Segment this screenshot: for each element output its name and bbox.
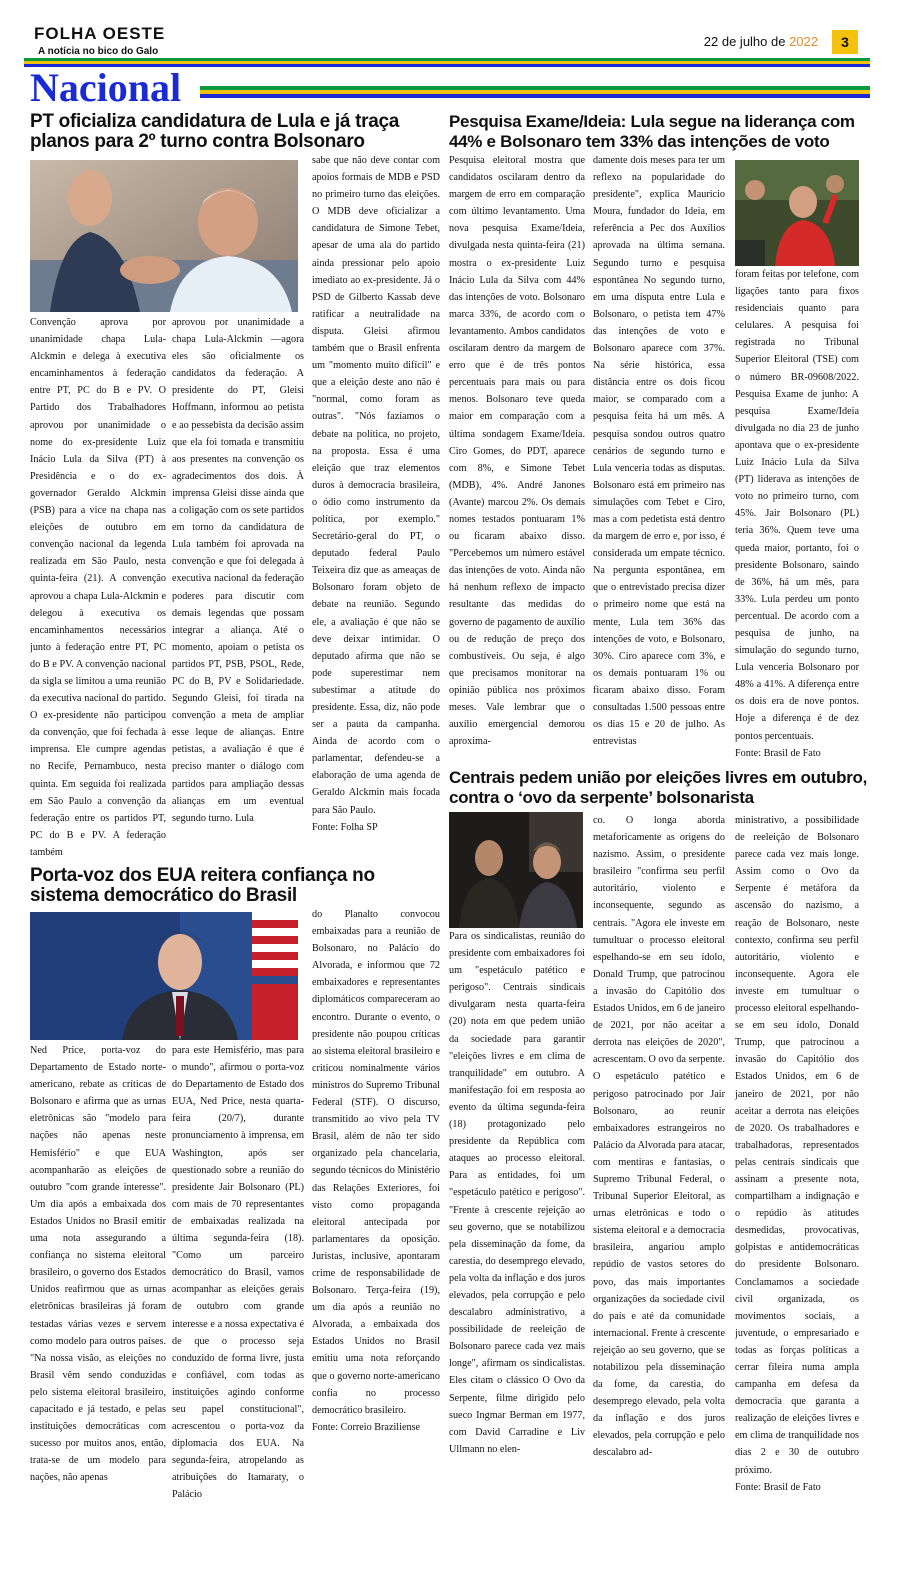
lula-source: Fonte: Folha SP [312,821,378,833]
centrais-source: Fonte: Brasil de Fato [735,1481,821,1493]
pesquisa-headline: Pesquisa Exame/Ideia: Lula segue na liderança com 44% e Bolsonaro tem 33% das intenções de voto [449,112,855,151]
alckmin-lula-photo [30,160,298,312]
ned-price-photo [30,912,298,1040]
eua-column-1: Ned Price, porta-voz do Departamento de Estado norte-americano, rebate as críticas de Bolsonaro e afirma que as urnas eletrônicas são "modelo para nações não apenas neste Hemisfério" e que EUA acompanharão as eleições de outubro "com grande interesse". Um dia após a embaixada dos Estados Unidos no Brasil emitir uma nota assegurando a confiança no sistema eleitoral brasileiro, o governo dos Estados Unidos reafirmou que as urnas eletrônicas brasileiras já foram testadas várias vezes e servem como modelo para outros países. "Na nossa visão, as eleições no Brasil vêm sendo conduzidas pelo sistema eleitoral brasileiro, capacitado e já testado, e pelas instituições democráticas com sucesso por muitos anos, então, trata-se de um modelo para nações, não apenas [30,1045,166,1484]
issue-date-prefix: 22 de julho de [703,34,790,49]
lula-rally-photo [735,160,859,266]
masthead [30,18,870,60]
section-title: Nacional [30,65,182,110]
issue-date [704,34,818,49]
centrais-column-1: Para os sindicalistas, reunião do presidente com embaixadores foi um "espetáculo patético e perigoso". Centrais sindicais divulgaram nesta quarta-feira (20) nota em que pedem união da sociedade para garantir "eleições livres e em clima de tranquilidade" em outubro. A manifestação foi em resposta ao evento da última segunda-feira (18) protagonizado pelo presidente da República com ataques ao processo eleitoral. Para as entidades, foi um "espetáculo patético e perigoso". "Frente à crescente rejeição ao seu governo, que se notabilizou pela disseminação da fome, da carestia, do desemprego elevado, pela volta da inflação e dos juros elevados, pela corrupção e pelo descalabro administrativo, a possibilidade de reeleição de Bolsonaro parece cada vez mais longe", afirmam os sindicalistas. Eles citam o clássico O Ovo da Serpente, filme dirigido pelo sueco Ingmar Berman em 1977, com David Carradine e Liv Ullmann no elen- [449,931,585,1455]
centrais-column-3-text: ministrativo, a possibilidade de reeleição de Bolsonaro parece cada vez mais longe. Assim como o Ovo da Serpente é metáfora da ascensão do nazismo, a reação de Bolsonaro, neste contexto, confirma seu perfil autoritário, violento e inconsequente. Agora ele investe em tumultuar o processo eleitoral espelhando-se em seu ídolo, Donald Trump, que patrocinou a invasão do Capitólio dos Estados Unidos, em 6 de janeiro de 2021, por não aceitar a derrota nas eleições de 2020. Os trabalhadores e trabalhadoras, representados pelas centrais sindicais que assinam a presente nota, compartilham a indignação e o repúdio às atitudes desmedidas, provocativas, golpistas e antidemocráticas do presidente Bolsonaro. Conclamamos a sociedade civil organizada, os movimentos sociais, a juventude, o empresariado e todas as forças políticas a cerrar fileira numa ampla campanha em defesa da democracia que garanta a realização de eleições livres e em clima de tranquilidade nos dias 2 e 30 de outubro próximo. [735,815,859,1476]
lula-column-3 [312,152,440,862]
newspaper-brand: FOLHA OESTE [34,24,166,43]
eua-column-2: para este Hemisfério, mas para o mundo", afirmou o porta-voz do Departamento de Estado dos EUA, Ned Price, nesta quarta-feira (20/7), durante pronunciamento à imprensa, em Washington, após ser questionado sobre a reunião do presidente Jair Bolsonaro (PL) com mais de 70 representantes de embaixadas realizada na última segunda-feira (18). "Como um parceiro democrático do Brasil, vamos acompanhar as eleições gerais de outubro com grande interesse e a nossa expectativa é de que o processo seja conduzido de forma livre, justa e confiável, com todas as instituições agindo conforme seu papel constitucional", acrescentou o porta-voz da diplomacia dos EUA. Na segunda-feira, atropelando as atribuições do Itamaraty, o Palácio [172,1045,304,1501]
movie-scene-photo [449,812,583,928]
pesquisa-column-1: Pesquisa eleitoral mostra que candidatos oscilaram dentro da margem de erro em comparação com último levantamento. Uma nova pesquisa Exame/Ideia, divulgada nesta quinta-feira (21) mostra o ex-presidente Luiz Inácio Lula da Silva com 44% das intenções de voto. Bolsonaro marca 33%, de acordo com o levantamento. Ambos candidatos oscilaram dentro da margem de erro que é de três pontos percentuais para mais ou para menos. Bolsonaro teve queda maior em comparação com a última sondagem Exame/Ideia. Ciro Gomes, do PDT, aparece com 8%, e Simone Tebet (MDB), 4%. André Janones (Avante) marcou 2%. Os demais nomes testados pontuaram 1% ou ficaram abaixo disso. "Percebemos um número estável das intenções de voto. Ainda não há nenhum reflexo de impacto resultante das medidas do governo de pagamento de auxílio ou de redução de preço dos combustíveis. Ou seja, é algo que precisamos monitorar na opinião pública nos próximos meses. Vale lembrar que o auxílio emergencial demorou aproxima- [449,155,585,748]
newspaper-slogan: A notícia no bico do Galo [38,46,159,57]
section-rule [200,86,870,98]
lula-headline: PT oficializa candidatura de Lula e já traça planos para 2º turno contra Bolsonaro [30,111,400,152]
centrais-column-3 [735,812,859,1562]
lula-column-2: aprovou por unanimidade a chapa Lula-Alckmin —agora eles são oficialmente os candidatos da federação. A presidente do PT, Gleisi Hoffmann, informou ao petista e ao pessebista da decisão assim que ela foi tomada e transmitiu aos presentes na convenção os agradecimentos dos dois. À imprensa Gleisi disse ainda que a coligação com os sete partidos em torno da candidatura de Lula também foi aprovada na convenção e que foi delegada à executiva nacional da federação poderes para discutir com demais legendas que possam integrar a aliança. Até o momento, apoiam o petista os partidos PT, PSB, PSOL, Rede, PC do B, PV e Solidariedade. Segundo Gleisi, foi tirada na convenção a meta de ampliar esse leque de alianças. Entre petistas, a avaliação é que é preciso manter o diálogo com partidos para ampliação dessas alianças em um eventual segundo turno. Lula [172,317,304,824]
centrais-headline: Centrais pedem união por eleições livres em outubro, contra o ‘ovo da serpente’ bolsonarista [449,768,868,807]
pesquisa-column-2: damente dois meses para ter um reflexo na popularidade do presidente", explica Maurício Moura, fundador do Ideia, em referência a Pec dos Auxílios aprovada na última semana. Segundo turno e pesquisa espontânea No segundo turno, em uma disputa entre Lula e Bolsonaro, o petista tem 47% das intenções de voto e Bolsonaro aparece com 37%. Na série histórica, essa distância entre os dois ficou maior, se comparado com a pesquisa feita há um mês. A pesquisa sondou outros quatro cenários de segundo turno e Lula venceria todas as disputas. Bolsonaro está em primeiro nas simulações com Tebet e Ciro, mas a com pedetista está dentro da margem de erro e, por isso, é considerada um empate técnico. Na pergunta espontânea, em que o entrevistado precisa dizer o primeiro nome que está na mente, Lula tem 36% das intenções de voto, e Bolsonaro, 30%. Ciro aparece com 3%, e os demais pontuaram 1% ou ficaram abaixo disso. Foram consultadas 1.500 pessoas entre os dias 15 e 20 de julho. As entrevistas [593,155,725,748]
eua-headline: Porta-voz dos EUA reitera confiança no sistema democrático do Brasil [30,865,375,906]
pesquisa-source: Fonte: Brasil de Fato [735,747,821,759]
centrais-column-2: co. O longa aborda metaforicamente as origens do nazismo. Assim, o presidente brasileiro "confirma seu perfil autoritário, violento e inconsequente, segundo as centrais. "Agora ele investe em tumultuar o processo eleitoral espelhando-se em seu ídolo, Donald Trump, que patrocinou a invasão do Capitólio dos Estados Unidos, em 6 de janeiro de 2021, por não aceitar a derrota nas eleições de 2020", acrescentam. O ovo da serpente. O espetáculo patético e perigoso patrocinado por Jair Bolsonaro, ao reunir embaixadores estrangeiros no Palácio da Alvorada para atacar, com mentiras e fantasias, o Supremo Tribunal Federal, o Tribunal Superior Eleitoral, as urnas eletrônicas e todo o sistema eleitoral e a democracia brasileira, angariou amplo repúdio de vastos setores do povo, das mais importantes organizações da sociedade civil do país e até da comunidade internacional. Frente à crescente rejeição ao seu governo, que se notabilizou pela disseminação da fome, da carestia, do desemprego elevado, pela volta da inflação e dos juros elevados, pela corrupção e pelo descalabro ad- [593,815,725,1459]
lula-column-1: Convenção aprova por unanimidade chapa Lula-Alckmin e delega à executiva encaminhamentos à federação entre PT, PC do B e PV. O Partido dos Trabalhadores aprovou por unanimidade o nome do ex-presidente Luiz Inácio Lula da Silva (PT) à Presidência e o do ex-governador Geraldo Alckmin (PSB) para a vice na chapa nas eleições de outubro em convenção nacional da legenda realizada em São Paulo, nesta quinta-feira (21). A convenção aprovou a chapa Lula-Alckmin e delegou à executiva os encaminhamentos necessários junto à federação entre PT, PC do B e PV. A convenção nacional da sigla se limitou a uma reunião da executiva nacional do partido. O ex-presidente não participou da convenção, que foi fechada à imprensa. Ele cumpre agendas no Recife, Pernambuco, nesta quinta. Em seguida foi realizada em São Paulo a convenção da federação entre os partidos PT, PC do B e PV. A federação também [30,317,166,858]
issue-year: 2022 [789,34,818,49]
eua-column-3-text: do Planalto convocou embaixadas para a reunião de Bolsonaro, no Palácio do Alvorada, e informou que 72 embaixadores e representantes diplomáticos compareceram ao encontro. Durante o evento, o presidente não poupou críticas ao sistema eleitoral brasileiro e criticou nominalmente vários ministros do Supremo Tribunal Federal (STF). O discurso, transmitido ao vivo pela TV Brasil, além de não ter sido organizado pela chancelaria, segundo técnicos do Ministério das Relações Exteriores, foi visto como propaganda eleitoral antecipada por parlamentares da oposição. Juristas, inclusive, apontaram crime de responsabilidade de Bolsonaro. Terça-feira (19), um dia após a reunião no Alvorada, a embaixada dos Estados Unidos no Brasil emitiu uma nota reforçando que o governo norte-americano confia no processo democrático brasileiro. [312,909,440,1416]
pesquisa-column-3 [735,266,859,766]
page-number: 3 [832,30,858,54]
pesquisa-column-3-text: foram feitas por telefone, com ligações tanto para fixos residenciais quanto para celulares. A pesquisa foi registrada no Tribunal Superior Eleitoral (TSE) com o número BR-09608/2022. Pesquisa Exame de junho: A pesquisa Exame/Ideia divulgada no dia 23 de junho apontava que o ex-presidente Luiz Inácio Lula da Silva (PT) liderava as intenções de voto no primeiro turno, com 45%. Jair Bolsonaro (PL) teria 36%. Quem teve uma queda maior, portanto, foi o presidente Bolsonaro, saindo de 36%, há um mês, para 33%. Lula perdeu um ponto percentual. De acordo com a pesquisa de junho, na simulação do segundo turno, Lula venceria Bolsonaro por 48% a 41%. A diferença entre os dois era de nove pontos. Hoje a diferença é de dez pontos percentuais. [735,269,859,742]
eua-source: Fonte: Correio Braziliense [312,1421,421,1433]
lula-column-3-text: sabe que não deve contar com apoios formais de MDB e PSD no primeiro turno das eleições. O MDB deve oficializar a candidatura de Simone Tebet, apesar de uma ala do partido ainda pressionar pelo apoio imediato ao ex-presidente. Já o PSD de Gilberto Kassab deve ratificar a neutralidade na disputa. Gleisi afirmou também que o Brasil enfrenta um "momento muito difícil" e que a eleição deste ano não é "normal, como foram as outras". "Nós fazíamos o debate na política, no projeto, na proposta. Essa é uma eleição que traz elementos duros à democracia brasileira, o ódio como instrumento da política, por exemplo." Secretário-geral do PT, o deputado federal Paulo Teixeira diz que as ameaças de Bolsonaro foram objeto de debate na reunião. Segundo ele, a avaliação é que não se deve deixar intimidar. O deputado afirma que não se pode superestimar nem subestimar a atitude do presidente. Essa, diz, não pode ser a pauta da campanha. Ainda de acordo com o parlamentar, defendeu-se a elaboração de uma agenda de Geraldo Alckmin mais focada para São Paulo. [312,155,440,816]
eua-column-3 [312,906,440,1562]
